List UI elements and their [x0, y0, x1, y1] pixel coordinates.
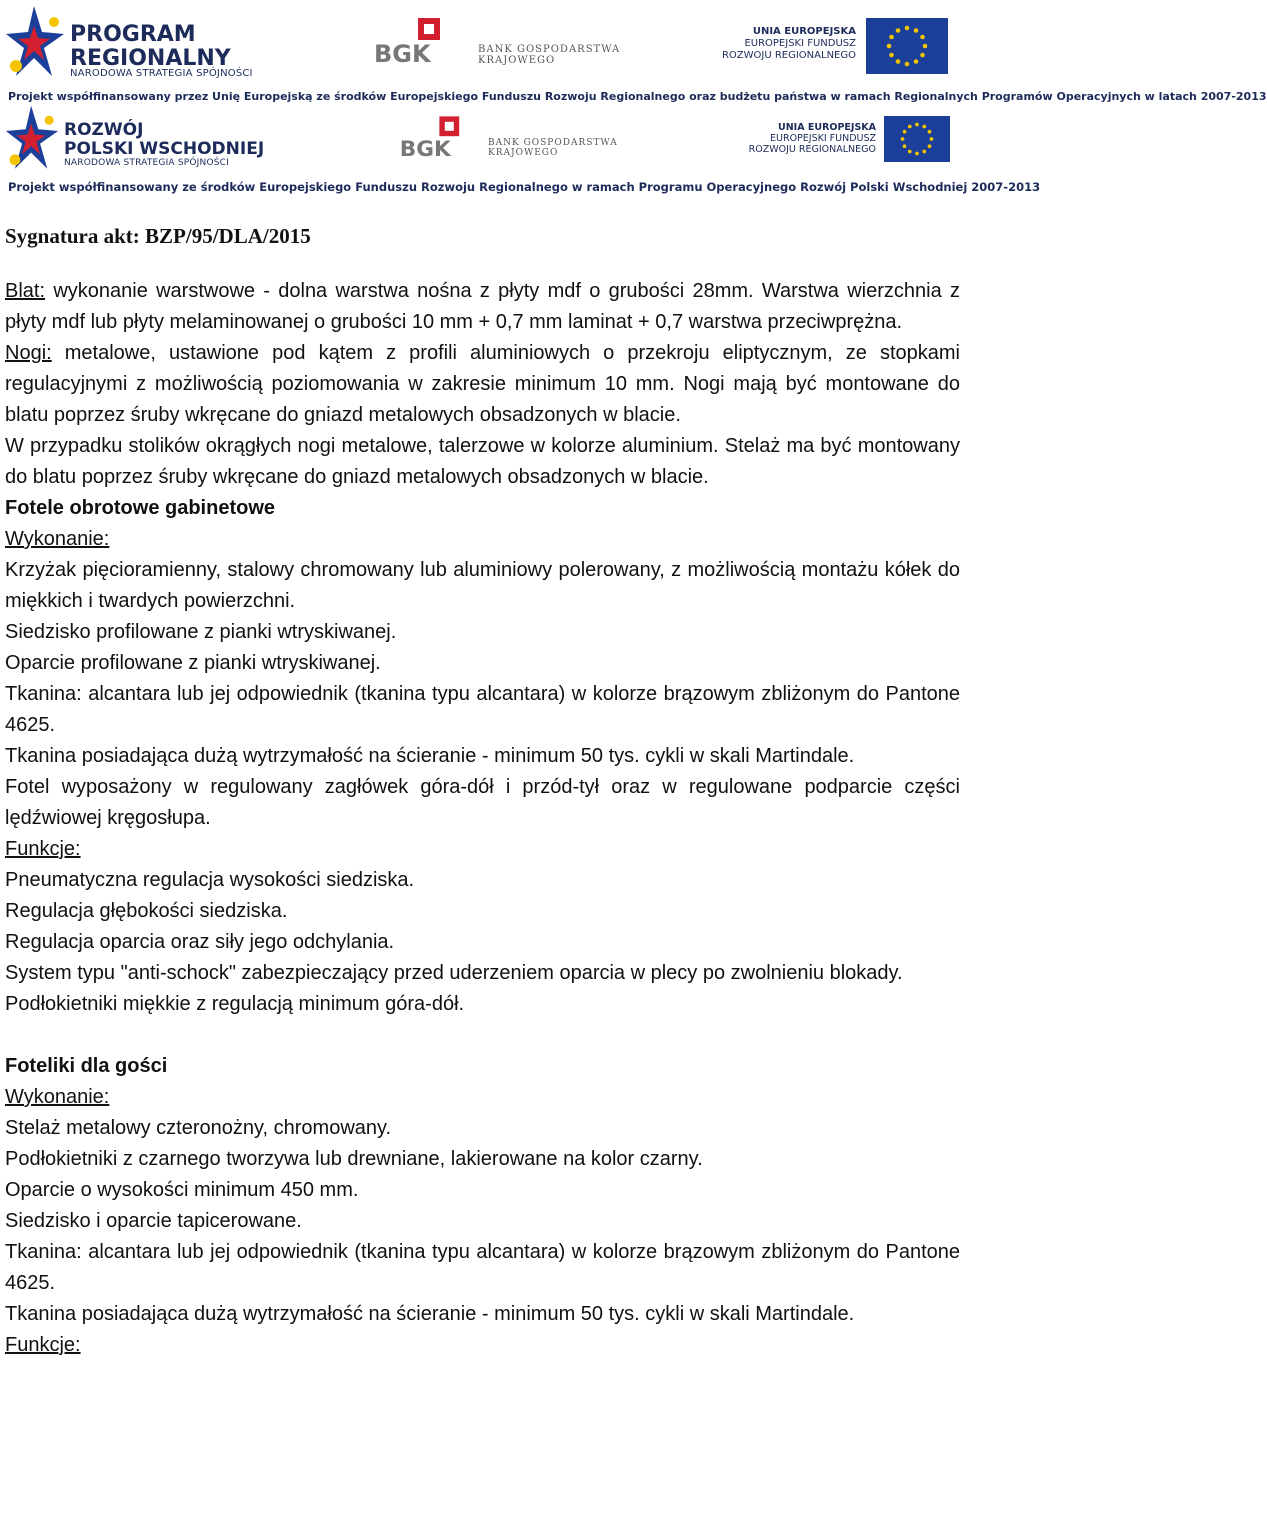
program-title-line2: POLSKI WSCHODNIEJ: [64, 139, 265, 159]
round-tables-paragraph: W przypadku stolików okrągłych nogi metalowe, talerzowe w kolorze aluminium. Stelaż ma być montowany do blatu poprzez śruby wkręcane do gniazd metalowych obsadzonych w blacie.: [5, 435, 960, 488]
spec-item: Oparcie o wysokości minimum 450 mm.: [5, 1179, 359, 1201]
nogi-paragraph: [5, 338, 960, 431]
function-item: System typu "anti-schock" zabezpieczający przed uderzeniem oparcia w plecy po zwolnieniu blokady.: [5, 962, 903, 984]
section-title-guest-chairs: Foteliki dla gości: [5, 1055, 168, 1077]
bgk-name-line2: KRAJOWEGO: [488, 148, 559, 158]
eu-line3: ROZWOJU REGIONALNEGO: [748, 144, 876, 155]
bgk-logo-text: BGK: [399, 137, 451, 162]
bgk-name: [488, 138, 618, 158]
spec-item: Tkanina: alcantara lub jej odpowiednik (tkanina typu alcantara) w kolorze brązowym zbliżonym do Pantone 4625.: [5, 683, 960, 736]
section-spacer: [5, 1020, 960, 1051]
bgk-name-line2: KRAJOWEGO: [478, 55, 556, 66]
program-subtitle: NARODOWA STRATEGIA SPÓJNOŚCI: [64, 158, 229, 168]
case-signature: Sygnatura akt: BZP/95/DLA/2015: [5, 224, 311, 248]
program-subtitle: NARODOWA STRATEGIA SPÓJNOŚCI: [70, 68, 253, 79]
banner-caption: Projekt współfinansowany przez Unię Europejską ze środków Europejskiego Funduszu Rozwoju Regionalnego oraz budżetu państwa w ramach Regionalnych Programów Operacyjnych w latach 2007-2013: [8, 90, 1267, 103]
bgk-name: [478, 44, 620, 66]
bgk-logo-icon: [398, 114, 488, 162]
program-title-line1: ROZWÓJ: [64, 120, 144, 140]
program-star-logo-icon: [4, 4, 66, 84]
nogi-text: metalowe, ustawione pod kątem z profili aluminiowych o przekroju eliptycznym, ze stopkami regulacyjnymi z możliwością poziomowania w zakresie minimum 10 mm. Nogi mają być montowane do blatu poprzez śruby wkręcane do gniazd metalowych obsadzonych w blacie.: [5, 342, 960, 426]
bgk-logo-icon: [372, 16, 472, 68]
eu-flag-icon: [866, 18, 948, 74]
header-banner-regional-program: [0, 0, 1267, 103]
spec-item: Siedzisko profilowane z pianki wtryskiwanej.: [5, 621, 397, 643]
blat-paragraph: [5, 276, 960, 338]
program-title-line1: PROGRAM: [70, 22, 196, 47]
spec-item: Siedzisko i oparcie tapicerowane.: [5, 1210, 302, 1232]
spec-item: Stelaż metalowy czteronożny, chromowany.: [5, 1117, 392, 1139]
function-item: Podłokietniki miękkie z regulacją minimum góra-dół.: [5, 993, 465, 1015]
eu-line1: UNIA EUROPEJSKA: [778, 122, 876, 133]
spec-item: Tkanina posiadająca dużą wytrzymałość na ścieranie - minimum 50 tys. cykli w skali Martindale.: [5, 1303, 855, 1325]
blat-label: Blat:: [5, 280, 46, 302]
document-body: [5, 276, 960, 1361]
eu-line1: UNIA EUROPEJSKA: [752, 26, 856, 37]
bgk-logo-text: BGK: [374, 40, 431, 68]
funkcje-label: Funkcje:: [5, 838, 81, 860]
program-title: [70, 24, 231, 70]
spec-item: Tkanina posiadająca dużą wytrzymałość na ścieranie - minimum 50 tys. cykli w skali Martindale.: [5, 745, 855, 767]
funkcje-label: Funkcje:: [5, 1334, 81, 1356]
spec-item: Podłokietniki z czarnego tworzywa lub drewniane, lakierowane na kolor czarny.: [5, 1148, 703, 1170]
eu-flag-icon: [884, 116, 950, 162]
header-banner-eastern-poland: [0, 100, 1041, 196]
eu-line2: EUROPEJSKI FUNDUSZ: [744, 38, 856, 49]
program-title-line2: REGIONALNY: [70, 46, 231, 71]
program-title: [64, 122, 264, 158]
function-item: Regulacja oparcia oraz siły jego odchylania.: [5, 931, 395, 953]
eu-line3: ROZWOJU REGIONALNEGO: [721, 50, 856, 61]
wykonanie-label: Wykonanie:: [5, 528, 110, 550]
spec-item: Tkanina: alcantara lub jej odpowiednik (tkanina typu alcantara) w kolorze brązowym zbliżonym do Pantone 4625.: [5, 1241, 960, 1294]
banner-caption: Projekt współfinansowany ze środków Europejskiego Funduszu Rozwoju Regionalnego w ramach Programu Operacyjnego Rozwój Polski Wschodniej 2007-2013: [8, 180, 1041, 194]
eu-label: [730, 122, 876, 155]
nogi-label: Nogi:: [5, 342, 52, 364]
function-item: Pneumatyczna regulacja wysokości siedziska.: [5, 869, 415, 891]
spec-item: Fotel wyposażony w regulowany zagłówek góra-dół i przód-tył oraz w regulowane podparcie części lędźwiowej kręgosłupa.: [5, 776, 960, 829]
spec-item: Krzyżak pięcioramienny, stalowy chromowany lub aluminiowy polerowany, z możliwością montażu kółek do miękkich i twardych powierzchni.: [5, 559, 960, 612]
bgk-name-line1: BANK GOSPODARSTWA: [478, 44, 621, 55]
program-star-logo-icon: [4, 104, 60, 176]
section-title-executive-chairs: Fotele obrotowe gabinetowe: [5, 497, 276, 519]
function-item: Regulacja głębokości siedziska.: [5, 900, 288, 922]
bgk-name-line1: BANK GOSPODARSTWA: [488, 138, 618, 148]
wykonanie-label: Wykonanie:: [5, 1086, 110, 1108]
eu-line2: EUROPEJSKI FUNDUSZ: [770, 133, 876, 144]
spec-item: Oparcie profilowane z pianki wtryskiwanej.: [5, 652, 381, 674]
eu-label: [700, 26, 856, 62]
blat-text: wykonanie warstwowe - dolna warstwa nośna z płyty mdf o grubości 28mm. Warstwa wierzchnia z płyty mdf lub płyty melaminowanej o grubości 10 mm + 0,7 mm laminat + 0,7 warstwa przeciwprężna.: [5, 280, 960, 333]
